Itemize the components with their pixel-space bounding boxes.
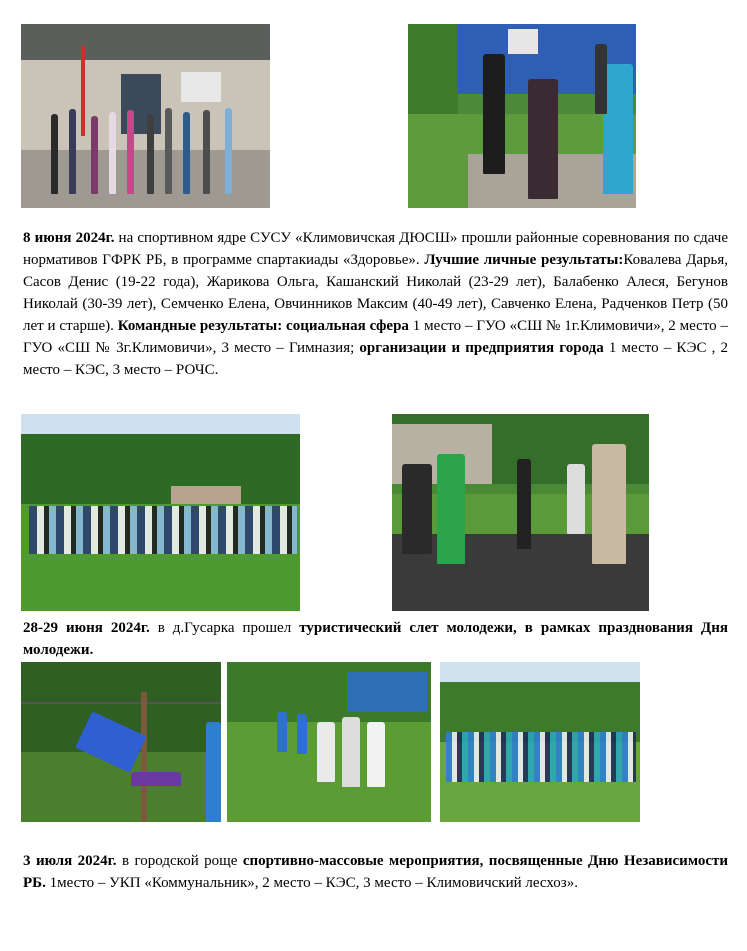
event3-date: 3 июля 2024г. <box>23 853 117 869</box>
photo-tug-of-war <box>227 662 431 822</box>
photo-long-jump <box>392 414 649 611</box>
event2-intro: в д.Гусарка прошел <box>149 620 300 636</box>
event2-date: 28-29 июня 2024г. <box>23 620 150 636</box>
event1-team-label: Командные результаты: социальная сфера <box>117 318 409 334</box>
photo-group-field <box>21 414 300 611</box>
event3-title: спортивно-массовые мероприятия, посвященные Дню Независимости РБ. <box>23 853 729 891</box>
event1-personal-text: Ковалева Дарья, Сасов Денис (19-22 года), Жарикова Ольга, Кашанский Николай (23-29 лет), Балабенко Алеся, Бегунов Николай (30-39 лет), Семченко Елена, Овчинников Максим (40-49 лет), Савченко Елена, Радченков Петр (50 лет и старше). <box>23 252 729 334</box>
event2-paragraph <box>23 617 728 661</box>
event1-team-text: 1 место – ГУО «СШ № 1г.Климовичи», 2 место –ГУО «СШ № 3г.Климовичи», 3 место – Гимназия; <box>23 318 729 356</box>
event1-paragraph <box>23 227 728 381</box>
event2-title: туристический слет молодежи, в рамках празднования Дня молодежи. <box>23 620 728 658</box>
photo-rope-crossing <box>21 662 221 822</box>
photo-group-park <box>440 662 640 822</box>
event1-date: 8 июня 2024г. <box>23 230 115 246</box>
photo-group-award <box>21 24 270 208</box>
event1-org-text: 1 место – КЭС , 2 место – КЭС, 3 место – РОЧС. <box>23 340 729 378</box>
photo-balance-test <box>408 24 636 208</box>
event1-personal-label: Лучшие личные результаты: <box>424 252 624 268</box>
event1-intro: на спортивном ядре СУСУ «Климовичская ДЮСШ» прошли районные соревнования по сдаче нормативов ГФРК РБ, в программе спартакиады «Здоровье». <box>23 230 729 268</box>
event1-org-label: организации и предприятия города <box>359 340 604 356</box>
event3-results: 1место – УКП «Коммунальник», 2 место – КЭС, 3 место – Климовичский лесхоз». <box>45 875 578 891</box>
event3-paragraph <box>23 850 728 894</box>
event3-intro: в городской роще <box>116 853 243 869</box>
